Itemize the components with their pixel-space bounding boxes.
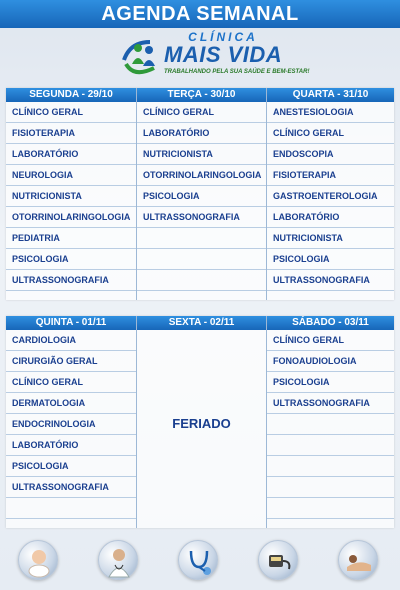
schedule-row xyxy=(137,249,266,270)
schedule-row xyxy=(137,228,266,249)
day-column-terca xyxy=(136,88,266,300)
schedule-row: CIRURGIÃO GERAL xyxy=(6,351,136,372)
schedule-row: GASTROENTEROLOGIA xyxy=(267,186,394,207)
schedule-row: PEDIATRIA xyxy=(6,228,136,249)
schedule-row: OTORRINOLARINGOLOGIA xyxy=(6,207,136,228)
day-column-sabado xyxy=(266,316,394,528)
day-header: QUARTA - 31/10 xyxy=(267,88,394,102)
holiday-label: FERIADO xyxy=(172,416,231,431)
day-header: SÁBADO - 03/11 xyxy=(267,316,394,330)
schedule-row: PSICOLOGIA xyxy=(6,249,136,270)
schedule-row: NUTRICIONISTA xyxy=(137,144,266,165)
clinic-logo xyxy=(120,30,310,82)
day-header: SEXTA - 02/11 xyxy=(137,316,266,330)
schedule-row: FISIOTERAPIA xyxy=(6,123,136,144)
baby-icon xyxy=(18,540,58,580)
schedule-row: ULTRASSONOGRAFIA xyxy=(137,207,266,228)
schedule-row: ENDOCRINOLOGIA xyxy=(6,414,136,435)
schedule-row: PSICOLOGIA xyxy=(137,186,266,207)
stethoscope-icon xyxy=(178,540,218,580)
schedule-row: ULTRASSONOGRAFIA xyxy=(267,270,394,291)
schedule-row: DERMATOLOGIA xyxy=(6,393,136,414)
page-title: AGENDA SEMANAL xyxy=(0,0,400,28)
day-column-segunda xyxy=(6,88,136,300)
schedule-row xyxy=(267,456,394,477)
schedule-row: NUTRICIONISTA xyxy=(267,228,394,249)
schedule-row: NEUROLOGIA xyxy=(6,165,136,186)
schedule-row: ANESTESIOLOGIA xyxy=(267,102,394,123)
schedule-row: CLÍNICO GERAL xyxy=(267,123,394,144)
schedule-row: PSICOLOGIA xyxy=(267,372,394,393)
schedule-row: LABORATÓRIO xyxy=(6,144,136,165)
physiotherapy-icon xyxy=(338,540,378,580)
doctor-icon xyxy=(98,540,138,580)
schedule-row xyxy=(137,270,266,291)
day-header: TERÇA - 30/10 xyxy=(137,88,266,102)
day-column-quinta xyxy=(6,316,136,528)
schedule-row: PSICOLOGIA xyxy=(6,456,136,477)
day-column-quarta xyxy=(266,88,394,300)
logo-clinica-text: CLÍNICA xyxy=(188,30,258,44)
schedule-row: LABORATÓRIO xyxy=(137,123,266,144)
schedule-row: NUTRICIONISTA xyxy=(6,186,136,207)
schedule-row: LABORATÓRIO xyxy=(267,207,394,228)
service-icons xyxy=(0,532,400,590)
schedule-row xyxy=(267,498,394,519)
schedule-row xyxy=(267,414,394,435)
schedule-row: OTORRINOLARINGOLOGIA xyxy=(137,165,266,186)
day-header: QUINTA - 01/11 xyxy=(6,316,136,330)
logo-tagline: TRABALHANDO PELA SUA SAÚDE E BEM-ESTAR! xyxy=(164,69,310,75)
logo-people-icon xyxy=(120,34,164,78)
schedule-row: ULTRASSONOGRAFIA xyxy=(6,270,136,291)
schedule-row: FISIOTERAPIA xyxy=(267,165,394,186)
schedule-row: PSICOLOGIA xyxy=(267,249,394,270)
schedule-row: CLÍNICO GERAL xyxy=(6,372,136,393)
schedule-row xyxy=(267,435,394,456)
schedule-week1 xyxy=(6,88,394,300)
schedule-row: LABORATÓRIO xyxy=(6,435,136,456)
blood-pressure-icon xyxy=(258,540,298,580)
schedule-row xyxy=(6,498,136,519)
schedule-row: ENDOSCOPIA xyxy=(267,144,394,165)
schedule-row: CLÍNICO GERAL xyxy=(6,102,136,123)
day-header: SEGUNDA - 29/10 xyxy=(6,88,136,102)
schedule-row: ULTRASSONOGRAFIA xyxy=(6,477,136,498)
schedule-row: ULTRASSONOGRAFIA xyxy=(267,393,394,414)
schedule-row: FONOAUDIOLOGIA xyxy=(267,351,394,372)
schedule-row: CLÍNICO GERAL xyxy=(137,102,266,123)
schedule-row xyxy=(267,477,394,498)
logo-name-text: MAIS VIDA xyxy=(164,42,283,67)
day-column-sexta xyxy=(136,316,266,528)
schedule-row: CLÍNICO GERAL xyxy=(267,330,394,351)
schedule-week2 xyxy=(6,316,394,528)
schedule-row: CARDIOLOGIA xyxy=(6,330,136,351)
